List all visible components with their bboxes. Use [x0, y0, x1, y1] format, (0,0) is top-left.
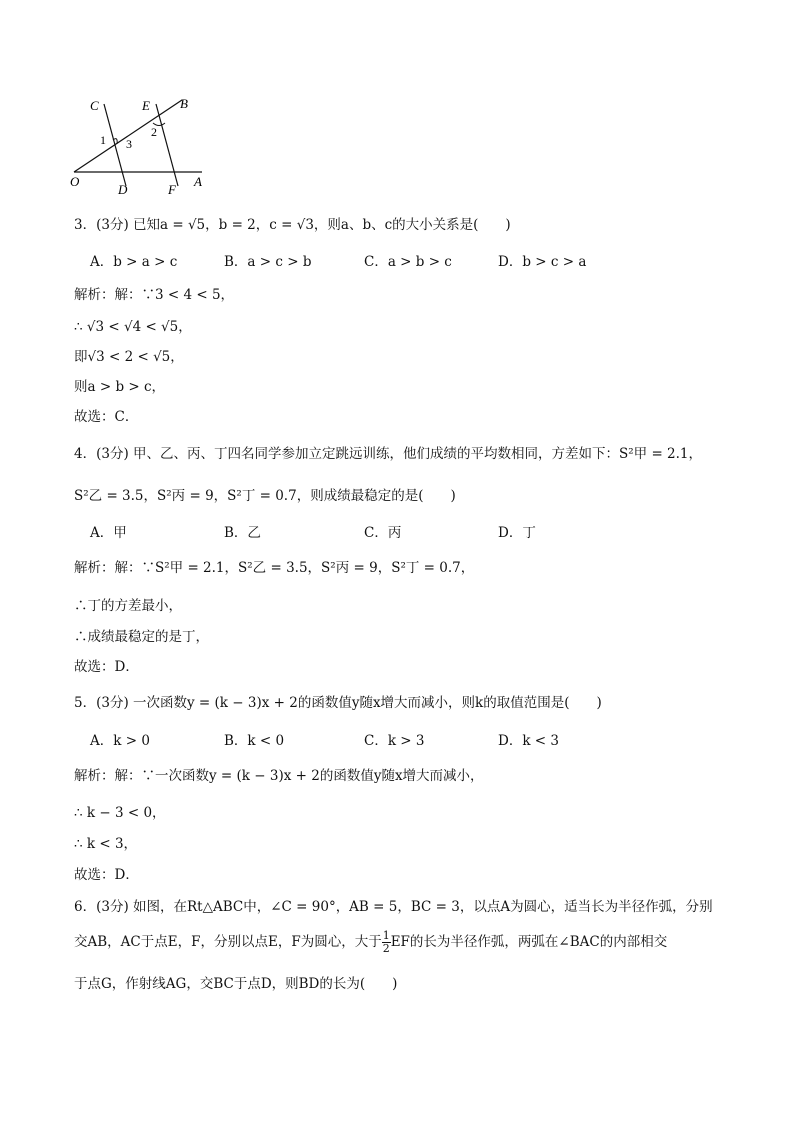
fraction-one-half — [382, 930, 391, 955]
q3-solution-line: 解析：解：∵3 < 4 < 5， — [74, 287, 235, 303]
q5-option-a: A．k > 0 — [90, 733, 150, 749]
q5-solution-line: ∴ k − 3 < 0， — [74, 805, 166, 821]
label-o: O — [70, 174, 80, 189]
q4-solution-line: 故选：D． — [74, 659, 139, 675]
q3-option-b: B．a > c > b — [224, 254, 312, 270]
q4-stem-line2: S²乙 = 3.5，S²丙 = 9，S²丁 = 0.7，则成绩最稳定的是( ) — [74, 488, 456, 504]
label-f: F — [168, 182, 176, 197]
q4-solution-line: 解析：解：∵S²甲 = 2.1，S²乙 = 3.5，S²丙 = 9，S²丁 = 0.7， — [74, 560, 475, 576]
q3-stem: 3．(3分) 已知a = √5，b = 2，c = √3，则a、b、c的大小关系是( ) — [74, 217, 511, 233]
q3-solution-line: 即√3 < 2 < √5， — [74, 349, 184, 365]
angle-label-3: 3 — [126, 137, 132, 151]
label-d: D — [118, 182, 128, 197]
q5-solution-line: 解析：解：∵一次函数y = (k − 3)x + 2的函数值y随x增大而减小， — [74, 768, 484, 784]
geometry-figure — [60, 88, 220, 200]
q6-stem-line3: 于点G，作射线AG，交BC于点D，则BD的长为( ) — [74, 976, 398, 992]
q3-solution-line: 则a > b > c， — [74, 379, 166, 395]
q4-stem-line1: 4．(3分) 甲、乙、丙、丁四名同学参加立定跳远训练，他们成绩的平均数相同，方差如下：S²甲 = 2.1， — [74, 446, 703, 462]
q4-option-c: C．丙 — [364, 525, 402, 541]
q3-option-c: C．a > b > c — [364, 254, 452, 270]
q6-stem-line1: 6．(3分) 如图，在Rt△ABC中，∠C = 90°，AB = 5，BC = 3，以点A为圆心，适当长为半径作弧，分别 — [74, 899, 713, 915]
q5-option-c: C．k > 3 — [364, 733, 425, 749]
q5-option-b: B．k < 0 — [224, 733, 285, 749]
label-c: C — [90, 98, 99, 113]
q5-solution-line: 故选：D． — [74, 867, 139, 883]
q3-option-d: D．b > c > a — [498, 254, 587, 270]
q6-stem-line2 — [74, 930, 667, 955]
q3-option-a: A．b > a > c — [90, 254, 178, 270]
angle-label-1: 1 — [100, 133, 106, 147]
label-a: A — [194, 174, 202, 189]
q6-line2-post: EF的长为半径作弧，两弧在∠BAC的内部相交 — [390, 934, 668, 950]
q5-solution-line: ∴ k < 3， — [74, 836, 138, 852]
q4-solution-line: ∴丁的方差最小， — [74, 598, 182, 614]
fraction-numerator: 1 — [382, 929, 390, 942]
fraction-denominator: 2 — [382, 942, 390, 955]
q4-option-d: D．丁 — [498, 525, 536, 541]
q5-option-d: D．k < 3 — [498, 733, 559, 749]
q3-solution-line: 故选：C． — [74, 409, 139, 425]
q6-line2-pre: 交AB，AC于点E，F，分别以点E，F为圆心，大于 — [74, 934, 382, 950]
label-e: E — [142, 98, 150, 113]
q4-solution-line: ∴成绩最稳定的是丁， — [74, 629, 209, 645]
angle-label-2: 2 — [151, 125, 157, 139]
line-ef — [156, 104, 178, 186]
q5-stem: 5．(3分) 一次函数y = (k − 3)x + 2的函数值y随x增大而减小，则k的取值范围是( ) — [74, 695, 602, 711]
q4-option-a: A．甲 — [90, 525, 127, 541]
label-b: B — [180, 96, 188, 111]
q4-option-b: B．乙 — [224, 525, 261, 541]
q3-solution-line: ∴ √3 < √4 < √5， — [74, 319, 192, 335]
line-cd — [104, 104, 126, 186]
